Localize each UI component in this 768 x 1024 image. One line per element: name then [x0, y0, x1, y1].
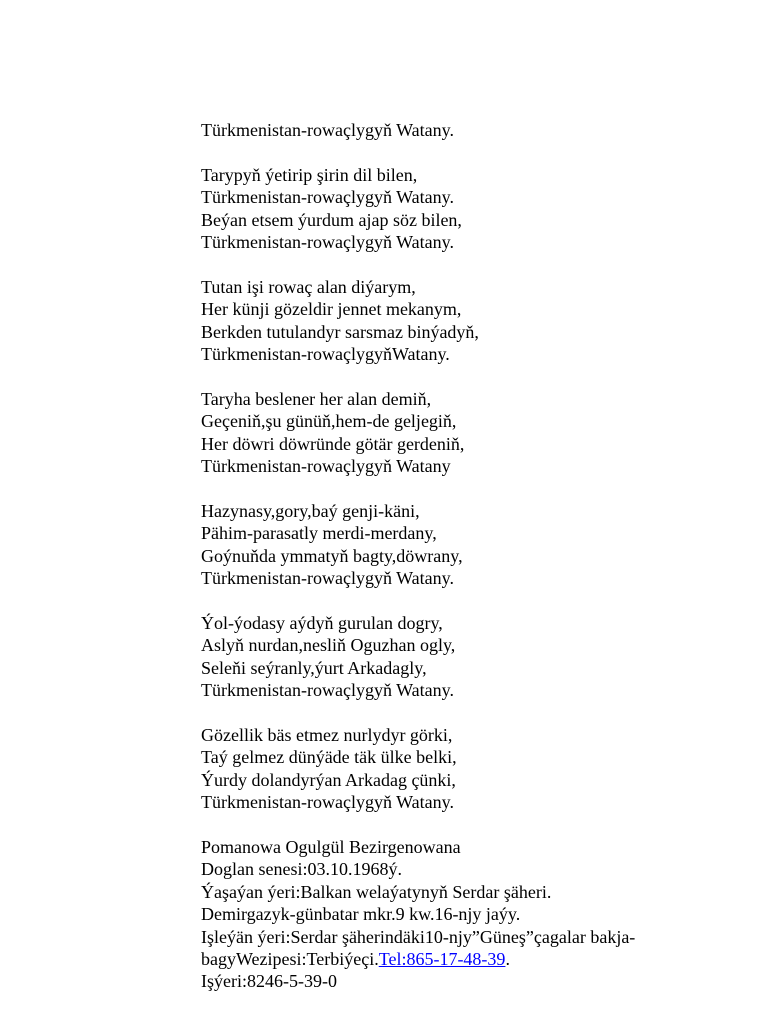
poem-line: Türkmenistan-rowaçlygyň Watany. — [201, 232, 454, 253]
author-birth-date: Doglan senesi:03.10.1968ý. — [201, 859, 402, 880]
poem-line: Ýurdy dolandyrýan Arkadag çünki, — [201, 769, 456, 790]
poem-line: Gözellik bäs etmez nurlydyr görki, — [201, 724, 453, 745]
author-position-line — [201, 948, 761, 970]
stanza-1 — [201, 164, 761, 254]
poem-line: Her künji gözeldir jennet mekanym, — [201, 299, 462, 320]
stanza-gap — [201, 589, 761, 611]
telephone-suffix: . — [505, 948, 510, 969]
stanza-gap — [201, 814, 761, 836]
poem-line: Hazynasy,gory,baý genji-käni, — [201, 500, 420, 521]
poem-line: Goýnuňda ymmatyň bagty,döwrany, — [201, 545, 463, 566]
poem-line: Pähim-parasatly merdi-merdany, — [201, 523, 437, 544]
stanza-gap — [201, 477, 761, 499]
poem-line: Türkmenistan-rowaçlygyňWatany. — [201, 344, 450, 365]
stanza-2 — [201, 276, 761, 366]
author-residence: Ýaşaýan ýeri:Balkan welaýatynyň Serdar şäheri. — [201, 881, 552, 902]
stanza-3 — [201, 388, 761, 478]
stanza-5 — [201, 612, 761, 702]
poem-line: Seleňi seýranly,ýurt Arkadagly, — [201, 657, 427, 678]
poem-line: Ýol-ýodasy aýdyň gurulan dogry, — [201, 612, 443, 633]
author-name: Pomanowa Ogulgül Bezirgenowana — [201, 836, 461, 857]
poem-line: Taý gelmez dünýäde täk ülke belki, — [201, 747, 457, 768]
poem-line: Berkden tutulandyr sarsmaz binýadyň, — [201, 321, 479, 342]
author-workplace: Işleýän ýeri:Serdar şäherindäki10-njy”Güneş”çagalar bakja- — [201, 926, 636, 947]
poem-line: Türkmenistan-rowaçlygyň Watany — [201, 456, 451, 477]
poem-line: Beýan etsem ýurdum ajap söz bilen, — [201, 209, 462, 230]
poem-body — [201, 119, 761, 993]
stanza-6 — [201, 724, 761, 814]
poem-line: Türkmenistan-rowaçlygyň Watany. — [201, 680, 454, 701]
poem-line: Türkmenistan-rowaçlygyň Watany. — [201, 568, 454, 589]
poem-title-line: Türkmenistan-rowaçlygyň Watany. — [201, 120, 454, 140]
stanza-gap — [201, 365, 761, 387]
poem-line: Her döwri döwründe götär gerdeniň, — [201, 433, 465, 454]
stanza-gap — [201, 141, 761, 163]
poem-line: Tarypyň ýetirip şirin dil bilen, — [201, 164, 418, 185]
poem-line: Geçeniň,şu günüň,hem-de geljegiň, — [201, 411, 457, 432]
author-info — [201, 836, 761, 993]
poem-line: Türkmenistan-rowaçlygyň Watany. — [201, 187, 454, 208]
stanza-4 — [201, 500, 761, 590]
poem-line: Taryha beslener her alan demiň, — [201, 388, 432, 409]
author-address: Demirgazyk-günbatar mkr.9 kw.16-njy jaýy. — [201, 904, 521, 925]
author-work-phone: Işýeri:8246-5-39-0 — [201, 971, 337, 992]
stanza-gap — [201, 253, 761, 275]
poem-line: Tutan işi rowaç alan diýarym, — [201, 276, 416, 297]
stanza-gap — [201, 701, 761, 723]
telephone-link[interactable]: Tel:865-17-48-39 — [378, 948, 506, 969]
poem-line: Türkmenistan-rowaçlygyň Watany. — [201, 792, 454, 813]
poem-line: Aslyň nurdan,nesliň Oguzhan ogly, — [201, 635, 456, 656]
author-position: bagyWezipesi:Terbiýeçi. — [201, 948, 379, 969]
